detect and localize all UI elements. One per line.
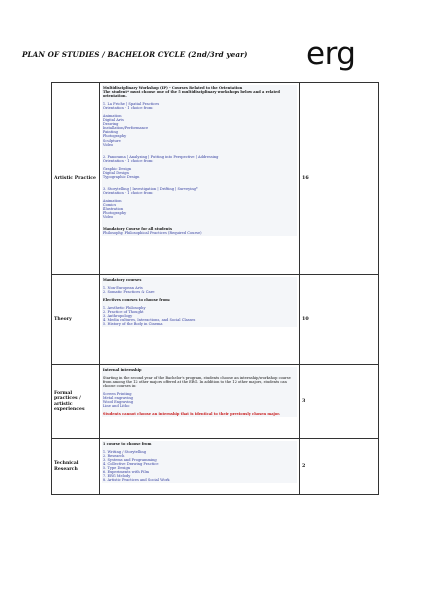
list-item: Drawing: [102, 122, 119, 127]
table-row: [52, 439, 379, 495]
study-plan-table: [51, 82, 379, 495]
group-orientation: Orientation - 1 choice from:: [102, 158, 154, 163]
row-content: [99, 365, 299, 439]
credits-value: 2: [300, 439, 379, 495]
warning-note: Students cannot choose an internship that is identical to their previously chosen major.: [102, 412, 281, 417]
list-item: Line and Litho: [102, 404, 130, 409]
row-content: [99, 83, 299, 275]
list-item: Metal engraving: [102, 396, 133, 401]
list-item: Sculpture: [102, 138, 121, 143]
list-item: Animation: [102, 114, 122, 119]
list-item: 1. Writing / Storytelling: [102, 450, 147, 455]
table-row: [52, 83, 379, 275]
erg-logo: erg: [306, 36, 356, 72]
row-content: [99, 439, 299, 495]
group-title: 1. La Friche | Spatial Practices: [102, 102, 160, 107]
list-item: Typographic Design: [102, 174, 140, 179]
row-label: Theory: [52, 275, 100, 365]
page-title: PLAN OF STUDIES / BACHELOR CYCLE (2nd/3rd year): [22, 50, 248, 59]
list-item: Graphic Design: [102, 166, 132, 171]
credits-value: 10: [300, 275, 379, 365]
list-item: 5. History of the Body in Cinema: [102, 322, 163, 327]
list-item: 2. Research: [102, 454, 125, 459]
list-item: Screen Printing: [102, 392, 132, 397]
section-heading: Internal internship: [102, 368, 142, 372]
group-title: 3. Storytelling | Investigation | Drifting | Surveying*: [102, 186, 198, 191]
credits-value: 3: [300, 365, 379, 439]
group-title: 2. Panorama | Analyzing | Putting into Perspective | Addressing: [102, 154, 219, 159]
section-intro: The student* must choose one of the 5 multidisciplinary workshops below and a related orientation.: [102, 90, 280, 99]
row-content: [99, 275, 299, 365]
list-item: 3. Anthropology: [102, 314, 133, 319]
list-item: Digital Design: [102, 170, 129, 175]
list-item: Illustration: [102, 207, 124, 212]
list-item: Installation/Performance: [102, 126, 149, 131]
list-item: 3. Systems and Programming: [102, 458, 157, 463]
elective-heading: Electives courses to choose from:: [102, 298, 171, 303]
list-item: 1. Aesthetic Philosophy: [102, 306, 146, 311]
list-item: Comics: [102, 202, 117, 207]
list-item: Animation: [102, 198, 122, 203]
group-orientation: Orientation - 1 choice from:: [102, 190, 154, 195]
table-row: [52, 365, 379, 439]
list-item: 2. Somatic Practices & Care: [102, 290, 155, 295]
mandatory-heading: Mandatory Course for all students: [102, 227, 173, 232]
credits-value: 16: [300, 83, 379, 275]
section-heading: Mandatory courses: [102, 278, 142, 282]
list-item: Painting: [102, 130, 118, 135]
list-item: Video: [102, 142, 114, 147]
row-label: Artistic Practice: [52, 83, 100, 275]
table-row: [52, 275, 379, 365]
list-item: Wood Engraving: [102, 400, 133, 405]
list-item: 4. Collective Drawing Practice: [102, 462, 159, 467]
section-heading: Multidisciplinary Workshop (IP) - Courses Related to the Orientation: [102, 86, 243, 90]
section-body: Starting in the second year of the Bachelor's program, students choose an internship/workshop course from among the 12 other majors offered at the ERG. In addition to the 12 other majors, students can choose courses in:: [102, 376, 291, 389]
list-item: Photography: [102, 134, 127, 139]
list-item: Video: [102, 215, 114, 220]
row-label: Technical Research: [52, 439, 100, 495]
list-item: 4. Media cultures, Interactions, and Social Classes: [102, 318, 196, 323]
section-heading: 1 course to choose from: [102, 442, 152, 446]
row-label: Formal practices / artistic experiences: [52, 365, 100, 439]
list-item: 7. ERG Melody: [102, 474, 131, 479]
list-item: 8. Artistic Practices and Social Work: [102, 478, 170, 483]
list-item: Digital Arts: [102, 118, 124, 123]
group-orientation: Orientation - 1 choice from:: [102, 106, 154, 111]
list-item: 6. Experiments with Film: [102, 470, 149, 475]
list-item: 1. Non-European Arts: [102, 286, 143, 291]
list-item: 5. Type Design: [102, 466, 131, 471]
list-item: Photography: [102, 211, 127, 216]
mandatory-course: Philosophy, Philosophical Practices (Required Course): [102, 231, 202, 236]
list-item: 2. Practice of Thought: [102, 310, 144, 315]
